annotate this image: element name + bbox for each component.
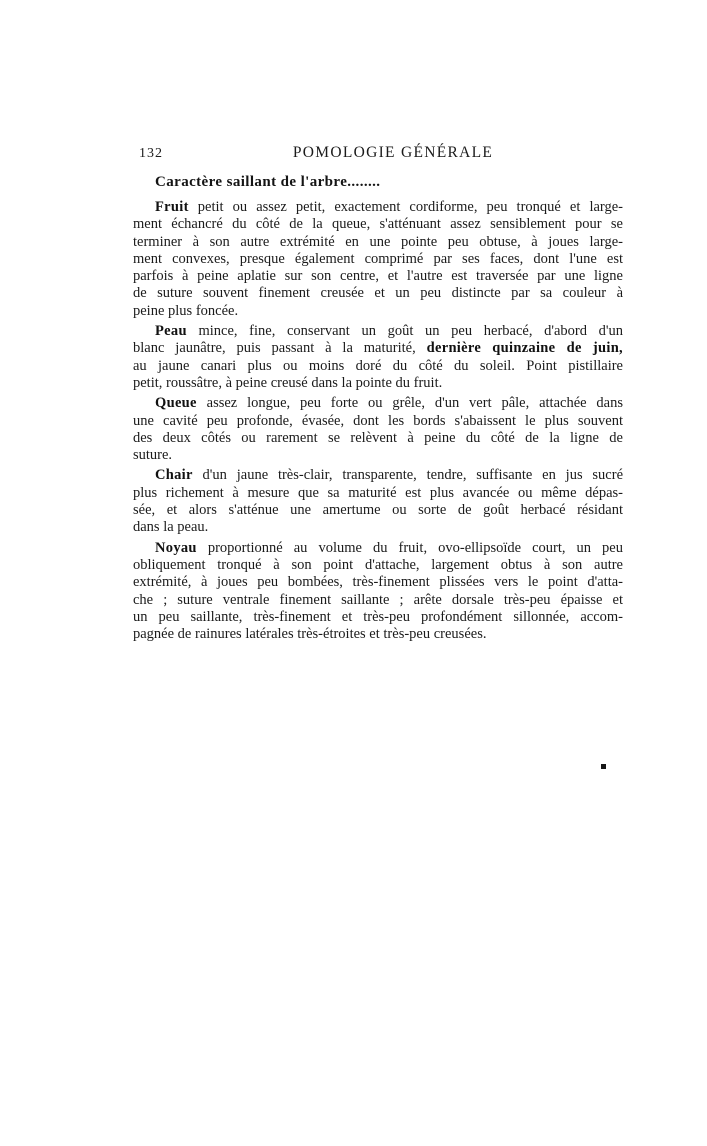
text-line bbox=[133, 199, 623, 216]
text-segment: des deux côtés ou rarement se relèvent à peine du côté de la ligne de bbox=[133, 429, 623, 446]
text-segment: sée, et alors s'atténue une amertume ou sorte de goût herbacé résidant bbox=[133, 502, 623, 519]
text-segment: suture. bbox=[133, 447, 173, 464]
text-line bbox=[133, 323, 623, 340]
text-line bbox=[133, 285, 623, 302]
bold-text-segment: Noyau bbox=[155, 539, 197, 556]
text-segment: assez longue, peu forte ou grêle, d'un vert pâle, attachée dans bbox=[196, 395, 623, 412]
text-line bbox=[133, 502, 623, 519]
paragraph-queue bbox=[133, 395, 623, 464]
text-segment: au jaune canari plus ou moins doré du côté du soleil. Point pistillaire bbox=[133, 357, 623, 374]
text-segment: blanc jaunâtre, puis passant à la maturité, bbox=[133, 340, 427, 357]
text-line bbox=[133, 234, 623, 251]
text-line bbox=[133, 430, 623, 447]
bold-text-segment: Queue bbox=[155, 395, 197, 412]
page-number: 132 bbox=[139, 146, 163, 161]
text-line bbox=[133, 340, 623, 357]
text-line bbox=[133, 609, 623, 626]
text-segment: un peu saillante, très-finement et très-peu profondément sillonnée, accom- bbox=[133, 608, 623, 625]
paragraph-chair bbox=[133, 467, 623, 536]
text-line bbox=[133, 358, 623, 375]
ink-speck bbox=[601, 764, 606, 769]
text-line bbox=[133, 485, 623, 502]
text-line bbox=[133, 557, 623, 574]
text-segment: dans la peau. bbox=[133, 519, 209, 536]
text-line bbox=[133, 467, 623, 484]
running-title: POMOLOGIE GÉNÉRALE bbox=[292, 144, 494, 161]
text-line bbox=[133, 413, 623, 430]
text-line bbox=[133, 251, 623, 268]
text-segment: plus richement à mesure que sa maturité est plus avancée ou même dépas- bbox=[133, 484, 623, 501]
text-line bbox=[133, 303, 623, 320]
paragraph-fruit bbox=[133, 199, 623, 320]
text-segment: de suture souvent finement creusée et un peu distincte par sa couleur à bbox=[133, 285, 623, 302]
text-line bbox=[133, 375, 623, 392]
text-line bbox=[133, 626, 623, 643]
text-line bbox=[133, 574, 623, 591]
text-segment: peine plus foncée. bbox=[133, 302, 239, 319]
bold-text-segment: Peau bbox=[155, 323, 187, 340]
text-line bbox=[133, 395, 623, 412]
text-segment: pagnée de rainures latérales très-étroites et très-peu creusées. bbox=[133, 626, 487, 643]
text-line bbox=[133, 592, 623, 609]
section-heading: Caractère saillant de l'arbre........ bbox=[155, 174, 381, 190]
text-line bbox=[133, 447, 623, 464]
bold-text-segment: Chair bbox=[155, 467, 193, 484]
text-segment: che ; suture ventrale finement saillante ; arête dorsale très-peu épaisse et bbox=[133, 591, 623, 608]
bold-text-segment: Fruit bbox=[155, 199, 189, 215]
text-segment: terminer à son autre extrémité en une pointe peu obtuse, à joues large- bbox=[133, 233, 623, 250]
text-segment: une cavité peu profonde, évasée, dont les bords s'abaissent le plus souvent bbox=[133, 412, 623, 429]
paragraph-noyau bbox=[133, 540, 623, 644]
text-segment: ment échancré du côté de la queue, s'atténuant assez sensiblement pour se bbox=[133, 216, 623, 233]
text-segment: petit ou assez petit, exactement cordiforme, peu tronqué et large- bbox=[188, 199, 623, 215]
text-segment: petit, roussâtre, à peine creusé dans la pointe du fruit. bbox=[133, 374, 443, 391]
text-segment: d'un jaune très-clair, transparente, tendre, suffisante en jus sucré bbox=[192, 467, 623, 484]
text-segment: ment convexes, presque également comprimé par ses faces, dont l'une est bbox=[133, 250, 623, 267]
text-segment: extrémité, à joues peu bombées, très-finement plissées vers le point d'atta- bbox=[133, 574, 623, 591]
bold-text-segment: dernière quinzaine de juin, bbox=[426, 340, 623, 357]
text-segment: obliquement tronqué à son point d'attache, largement obtus à son autre bbox=[133, 556, 623, 573]
text-line bbox=[133, 540, 623, 557]
text-line bbox=[133, 216, 623, 233]
text-line bbox=[133, 268, 623, 285]
body-text bbox=[133, 199, 623, 643]
text-line bbox=[133, 519, 623, 536]
paragraph-peau bbox=[133, 323, 623, 392]
text-segment: parfois à peine aplatie sur son centre, et l'autre est traversée par une ligne bbox=[133, 268, 623, 285]
text-segment: mince, fine, conservant un goût un peu herbacé, d'abord d'un bbox=[186, 323, 623, 340]
text-segment: proportionné au volume du fruit, ovo-ellipsoïde court, un peu bbox=[196, 539, 623, 556]
